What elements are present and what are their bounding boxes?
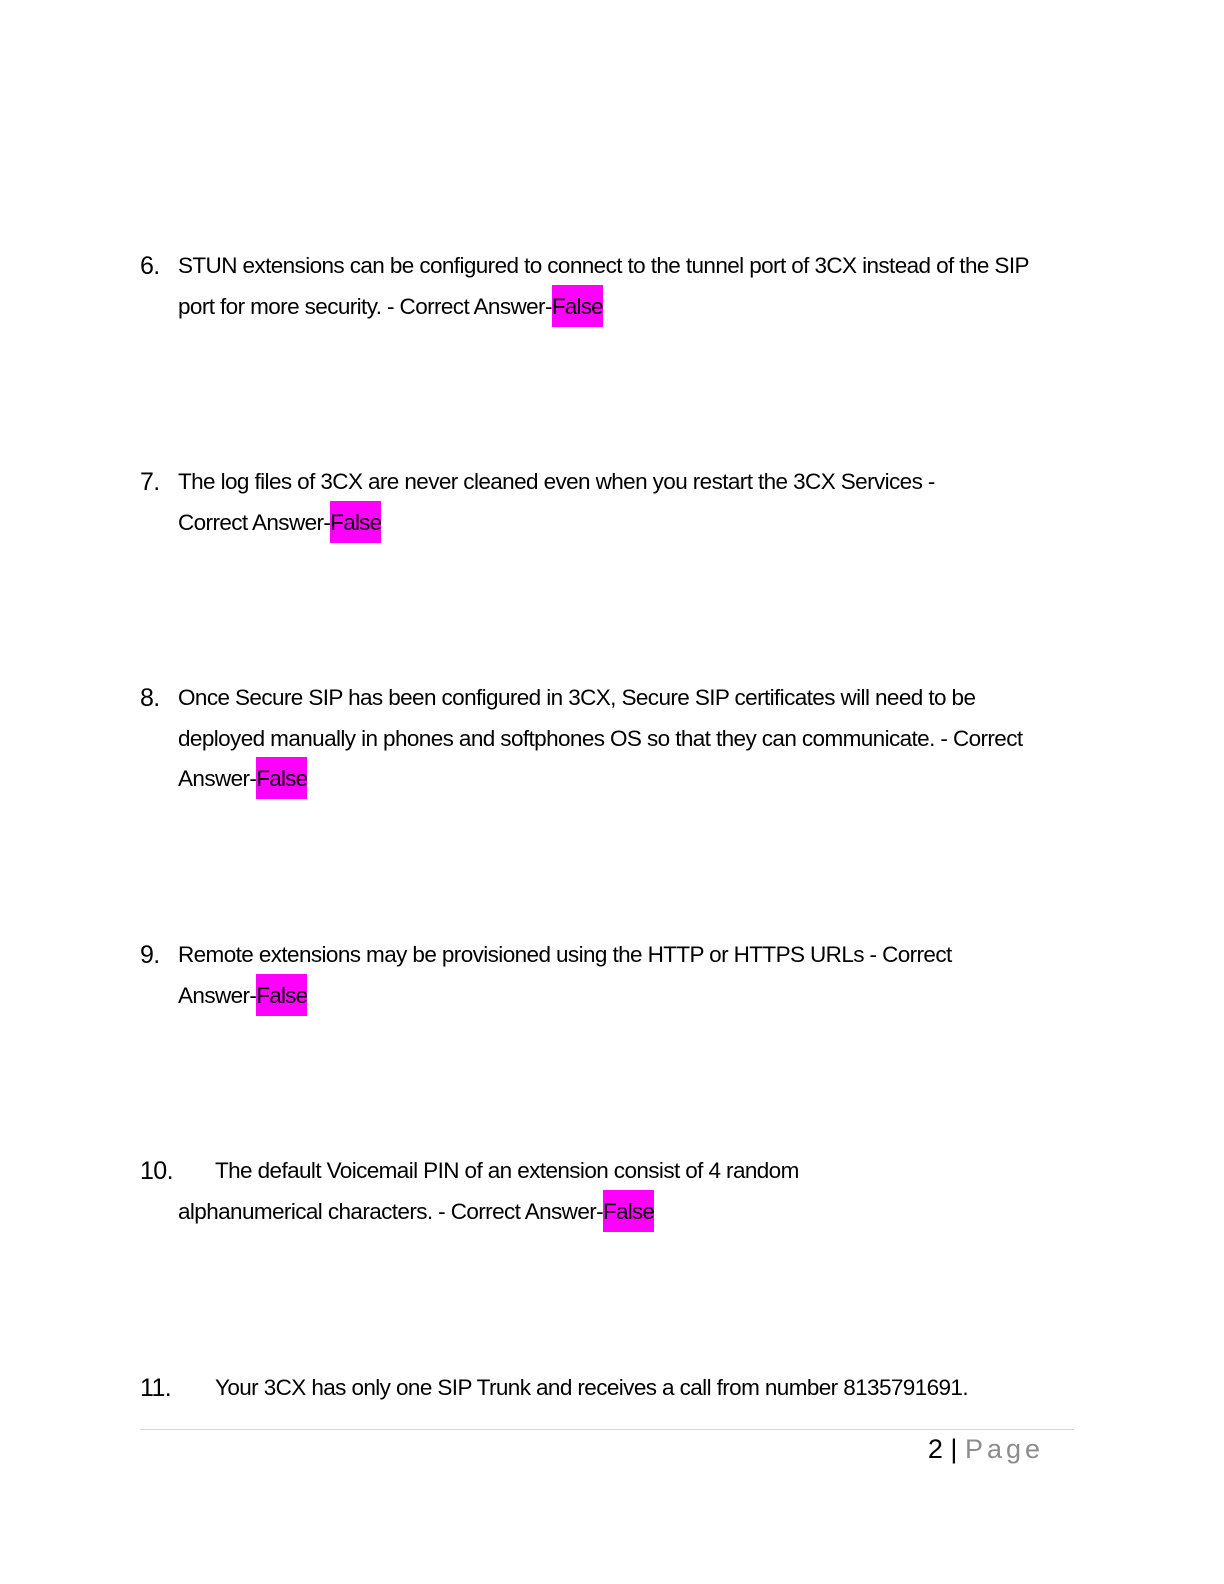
question-body: Your 3CX has only one SIP Trunk and receives a call from number 8135791691. <box>215 1375 968 1400</box>
correct-answer-highlight: False <box>552 285 603 327</box>
question-text <box>178 1151 898 1232</box>
question-body: Once Secure SIP has been configured in 3CX, Secure SIP certificates will need to be deployed manually in phones and softphones OS so that they can communicate. - Correct Answer- <box>178 685 1023 791</box>
question-7 <box>140 462 1060 543</box>
footer-divider <box>140 1429 1074 1430</box>
question-number: 11. <box>140 1374 172 1402</box>
footer-separator: | <box>950 1434 958 1464</box>
question-text <box>178 935 968 1016</box>
question-body: Remote extensions may be provisioned using the HTTP or HTTPS URLs - Correct Answer- <box>178 942 952 1008</box>
correct-answer-highlight: False <box>603 1190 654 1232</box>
question-text <box>178 462 1008 543</box>
question-number: 9. <box>140 941 160 969</box>
page-number: 2 <box>927 1434 943 1464</box>
question-number: 6. <box>140 252 160 280</box>
question-11 <box>140 1368 1060 1409</box>
page-label: Page <box>964 1434 1044 1464</box>
correct-answer-highlight: False <box>256 974 307 1016</box>
question-body: STUN extensions can be configured to connect to the tunnel port of 3CX instead of the SIP port for more security. - Correct Answer- <box>178 253 1029 319</box>
question-6 <box>140 246 1060 327</box>
question-number: 8. <box>140 684 160 712</box>
correct-answer-highlight: False <box>256 757 307 799</box>
question-9 <box>140 935 1060 1016</box>
question-text <box>178 1368 1060 1409</box>
question-10 <box>140 1151 1060 1232</box>
question-body: The default Voicemail PIN of an extension consist of 4 random alphanumerical characters. - Correct Answer- <box>178 1158 799 1224</box>
correct-answer-highlight: False <box>330 501 381 543</box>
question-8 <box>140 678 1060 800</box>
question-body: The log files of 3CX are never cleaned even when you restart the 3CX Services - Correct Answer- <box>178 469 935 535</box>
page-footer <box>928 1432 1044 1466</box>
question-text <box>178 678 1060 800</box>
question-number: 10. <box>140 1157 173 1185</box>
question-text <box>178 246 1060 327</box>
question-number: 7. <box>140 468 160 496</box>
